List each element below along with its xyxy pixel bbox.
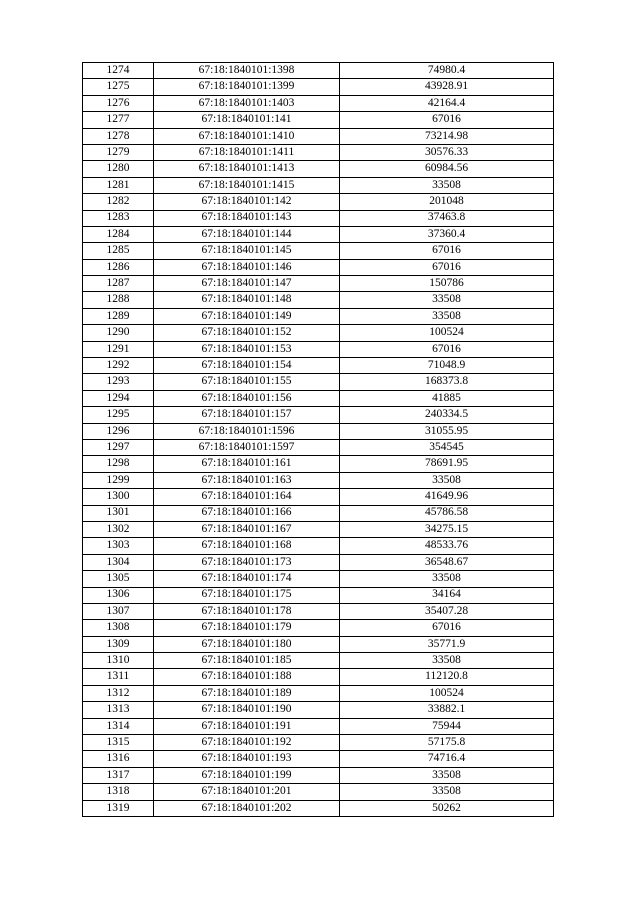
cadastral-number-cell: 67:18:1840101:1413	[154, 161, 340, 177]
row-number-cell: 1310	[83, 653, 154, 669]
table-row	[83, 177, 554, 193]
row-number-cell: 1297	[83, 439, 154, 455]
cadastral-number-cell: 67:18:1840101:185	[154, 653, 340, 669]
cadastral-number-cell: 67:18:1840101:161	[154, 456, 340, 472]
table-row	[83, 489, 554, 505]
value-cell: 71048.9	[340, 358, 554, 374]
table-row	[83, 63, 554, 79]
value-cell: 37463.8	[340, 210, 554, 226]
cadastral-number-cell: 67:18:1840101:173	[154, 554, 340, 570]
table-row	[83, 144, 554, 160]
row-number-cell: 1290	[83, 325, 154, 341]
value-cell: 33508	[340, 177, 554, 193]
value-cell: 57175.8	[340, 735, 554, 751]
cadastral-number-cell: 67:18:1840101:1398	[154, 63, 340, 79]
table-row	[83, 243, 554, 259]
value-cell: 33508	[340, 653, 554, 669]
value-cell: 36548.67	[340, 554, 554, 570]
cadastral-number-cell: 67:18:1840101:1597	[154, 439, 340, 455]
table-row	[83, 472, 554, 488]
cadastral-number-cell: 67:18:1840101:141	[154, 112, 340, 128]
cadastral-number-cell: 67:18:1840101:199	[154, 767, 340, 783]
cadastral-number-cell: 67:18:1840101:175	[154, 587, 340, 603]
cadastral-number-cell: 67:18:1840101:174	[154, 571, 340, 587]
value-cell: 67016	[340, 341, 554, 357]
value-cell: 67016	[340, 243, 554, 259]
cadastral-number-cell: 67:18:1840101:168	[154, 538, 340, 554]
row-number-cell: 1316	[83, 751, 154, 767]
row-number-cell: 1308	[83, 620, 154, 636]
row-number-cell: 1294	[83, 390, 154, 406]
row-number-cell: 1317	[83, 767, 154, 783]
table-row	[83, 767, 554, 783]
value-cell: 168373.8	[340, 374, 554, 390]
cadastral-number-cell: 67:18:1840101:167	[154, 521, 340, 537]
value-cell: 31055.95	[340, 423, 554, 439]
table-row	[83, 325, 554, 341]
cadastral-number-cell: 67:18:1840101:155	[154, 374, 340, 390]
cadastral-number-cell: 67:18:1840101:190	[154, 702, 340, 718]
cadastral-number-cell: 67:18:1840101:153	[154, 341, 340, 357]
table-row	[83, 702, 554, 718]
value-cell: 112120.8	[340, 669, 554, 685]
table-row	[83, 718, 554, 734]
cadastral-number-cell: 67:18:1840101:146	[154, 259, 340, 275]
value-cell: 100524	[340, 685, 554, 701]
table-row	[83, 669, 554, 685]
table-row	[83, 79, 554, 95]
value-cell: 43928.91	[340, 79, 554, 95]
table-row	[83, 587, 554, 603]
table-row	[83, 505, 554, 521]
table-row	[83, 128, 554, 144]
row-number-cell: 1285	[83, 243, 154, 259]
value-cell: 78691.95	[340, 456, 554, 472]
cadastral-number-cell: 67:18:1840101:154	[154, 358, 340, 374]
cadastral-number-cell: 67:18:1840101:201	[154, 784, 340, 800]
row-number-cell: 1296	[83, 423, 154, 439]
row-number-cell: 1281	[83, 177, 154, 193]
table-row	[83, 636, 554, 652]
value-cell: 42164.4	[340, 95, 554, 111]
cadastral-number-cell: 67:18:1840101:202	[154, 800, 340, 816]
table-row	[83, 95, 554, 111]
row-number-cell: 1319	[83, 800, 154, 816]
cadastral-number-cell: 67:18:1840101:189	[154, 685, 340, 701]
row-number-cell: 1306	[83, 587, 154, 603]
cadastral-number-cell: 67:18:1840101:142	[154, 194, 340, 210]
cadastral-number-cell: 67:18:1840101:143	[154, 210, 340, 226]
table-row	[83, 620, 554, 636]
cadastral-number-cell: 67:18:1840101:193	[154, 751, 340, 767]
cadastral-number-cell: 67:18:1840101:166	[154, 505, 340, 521]
value-cell: 34275.15	[340, 521, 554, 537]
row-number-cell: 1313	[83, 702, 154, 718]
value-cell: 240334.5	[340, 407, 554, 423]
value-cell: 33882.1	[340, 702, 554, 718]
row-number-cell: 1302	[83, 521, 154, 537]
cadastral-number-cell: 67:18:1840101:179	[154, 620, 340, 636]
value-cell: 67016	[340, 620, 554, 636]
value-cell: 50262	[340, 800, 554, 816]
cadastral-number-cell: 67:18:1840101:157	[154, 407, 340, 423]
row-number-cell: 1293	[83, 374, 154, 390]
row-number-cell: 1280	[83, 161, 154, 177]
value-cell: 33508	[340, 767, 554, 783]
value-cell: 150786	[340, 276, 554, 292]
row-number-cell: 1276	[83, 95, 154, 111]
value-cell: 33508	[340, 571, 554, 587]
table-body	[83, 63, 554, 817]
table-row	[83, 456, 554, 472]
table-row	[83, 439, 554, 455]
cadastral-number-cell: 67:18:1840101:191	[154, 718, 340, 734]
cadastral-number-cell: 67:18:1840101:180	[154, 636, 340, 652]
cadastral-number-cell: 67:18:1840101:1596	[154, 423, 340, 439]
cadastral-number-cell: 67:18:1840101:1411	[154, 144, 340, 160]
row-number-cell: 1314	[83, 718, 154, 734]
row-number-cell: 1315	[83, 735, 154, 751]
cadastral-number-cell: 67:18:1840101:156	[154, 390, 340, 406]
cadastral-number-cell: 67:18:1840101:149	[154, 308, 340, 324]
value-cell: 67016	[340, 259, 554, 275]
row-number-cell: 1278	[83, 128, 154, 144]
value-cell: 35771.9	[340, 636, 554, 652]
row-number-cell: 1284	[83, 226, 154, 242]
table-row	[83, 112, 554, 128]
row-number-cell: 1287	[83, 276, 154, 292]
table-row	[83, 226, 554, 242]
value-cell: 74716.4	[340, 751, 554, 767]
table-row	[83, 653, 554, 669]
cadastral-number-cell: 67:18:1840101:148	[154, 292, 340, 308]
row-number-cell: 1274	[83, 63, 154, 79]
table-row	[83, 554, 554, 570]
row-number-cell: 1303	[83, 538, 154, 554]
table-row	[83, 161, 554, 177]
row-number-cell: 1298	[83, 456, 154, 472]
row-number-cell: 1291	[83, 341, 154, 357]
value-cell: 41649.96	[340, 489, 554, 505]
row-number-cell: 1309	[83, 636, 154, 652]
row-number-cell: 1283	[83, 210, 154, 226]
row-number-cell: 1318	[83, 784, 154, 800]
cadastral-number-cell: 67:18:1840101:1403	[154, 95, 340, 111]
cadastral-number-cell: 67:18:1840101:164	[154, 489, 340, 505]
table-row	[83, 210, 554, 226]
value-cell: 74980.4	[340, 63, 554, 79]
cadastral-number-cell: 67:18:1840101:188	[154, 669, 340, 685]
value-cell: 33508	[340, 292, 554, 308]
row-number-cell: 1292	[83, 358, 154, 374]
cadastral-number-cell: 67:18:1840101:1410	[154, 128, 340, 144]
cadastral-number-cell: 67:18:1840101:1415	[154, 177, 340, 193]
value-cell: 30576.33	[340, 144, 554, 160]
table-row	[83, 423, 554, 439]
table-row	[83, 784, 554, 800]
table-row	[83, 735, 554, 751]
table-row	[83, 259, 554, 275]
cadastral-number-cell: 67:18:1840101:145	[154, 243, 340, 259]
value-cell: 354545	[340, 439, 554, 455]
row-number-cell: 1289	[83, 308, 154, 324]
cadastral-number-cell: 67:18:1840101:147	[154, 276, 340, 292]
value-cell: 100524	[340, 325, 554, 341]
table-row	[83, 538, 554, 554]
row-number-cell: 1311	[83, 669, 154, 685]
table-row	[83, 571, 554, 587]
cadastral-number-cell: 67:18:1840101:178	[154, 603, 340, 619]
row-number-cell: 1307	[83, 603, 154, 619]
table-row	[83, 800, 554, 816]
value-cell: 35407.28	[340, 603, 554, 619]
row-number-cell: 1279	[83, 144, 154, 160]
table-row	[83, 358, 554, 374]
table-row	[83, 308, 554, 324]
table-row	[83, 521, 554, 537]
value-cell: 45786.58	[340, 505, 554, 521]
row-number-cell: 1286	[83, 259, 154, 275]
table-row	[83, 194, 554, 210]
value-cell: 48533.76	[340, 538, 554, 554]
row-number-cell: 1288	[83, 292, 154, 308]
cadastral-number-cell: 67:18:1840101:1399	[154, 79, 340, 95]
cadastral-value-table	[82, 62, 554, 817]
value-cell: 73214.98	[340, 128, 554, 144]
cadastral-number-cell: 67:18:1840101:144	[154, 226, 340, 242]
cadastral-number-cell: 67:18:1840101:163	[154, 472, 340, 488]
value-cell: 33508	[340, 784, 554, 800]
table-row	[83, 374, 554, 390]
row-number-cell: 1295	[83, 407, 154, 423]
row-number-cell: 1282	[83, 194, 154, 210]
value-cell: 41885	[340, 390, 554, 406]
row-number-cell: 1312	[83, 685, 154, 701]
value-cell: 201048	[340, 194, 554, 210]
row-number-cell: 1275	[83, 79, 154, 95]
cadastral-number-cell: 67:18:1840101:152	[154, 325, 340, 341]
value-cell: 33508	[340, 472, 554, 488]
table-row	[83, 603, 554, 619]
row-number-cell: 1304	[83, 554, 154, 570]
row-number-cell: 1305	[83, 571, 154, 587]
row-number-cell: 1301	[83, 505, 154, 521]
value-cell: 34164	[340, 587, 554, 603]
row-number-cell: 1300	[83, 489, 154, 505]
table-row	[83, 341, 554, 357]
table-row	[83, 407, 554, 423]
value-cell: 33508	[340, 308, 554, 324]
table-row	[83, 390, 554, 406]
cadastral-number-cell: 67:18:1840101:192	[154, 735, 340, 751]
table-row	[83, 685, 554, 701]
row-number-cell: 1277	[83, 112, 154, 128]
value-cell: 37360.4	[340, 226, 554, 242]
value-cell: 60984.56	[340, 161, 554, 177]
value-cell: 75944	[340, 718, 554, 734]
row-number-cell: 1299	[83, 472, 154, 488]
table-row	[83, 292, 554, 308]
table-row	[83, 276, 554, 292]
table-row	[83, 751, 554, 767]
value-cell: 67016	[340, 112, 554, 128]
